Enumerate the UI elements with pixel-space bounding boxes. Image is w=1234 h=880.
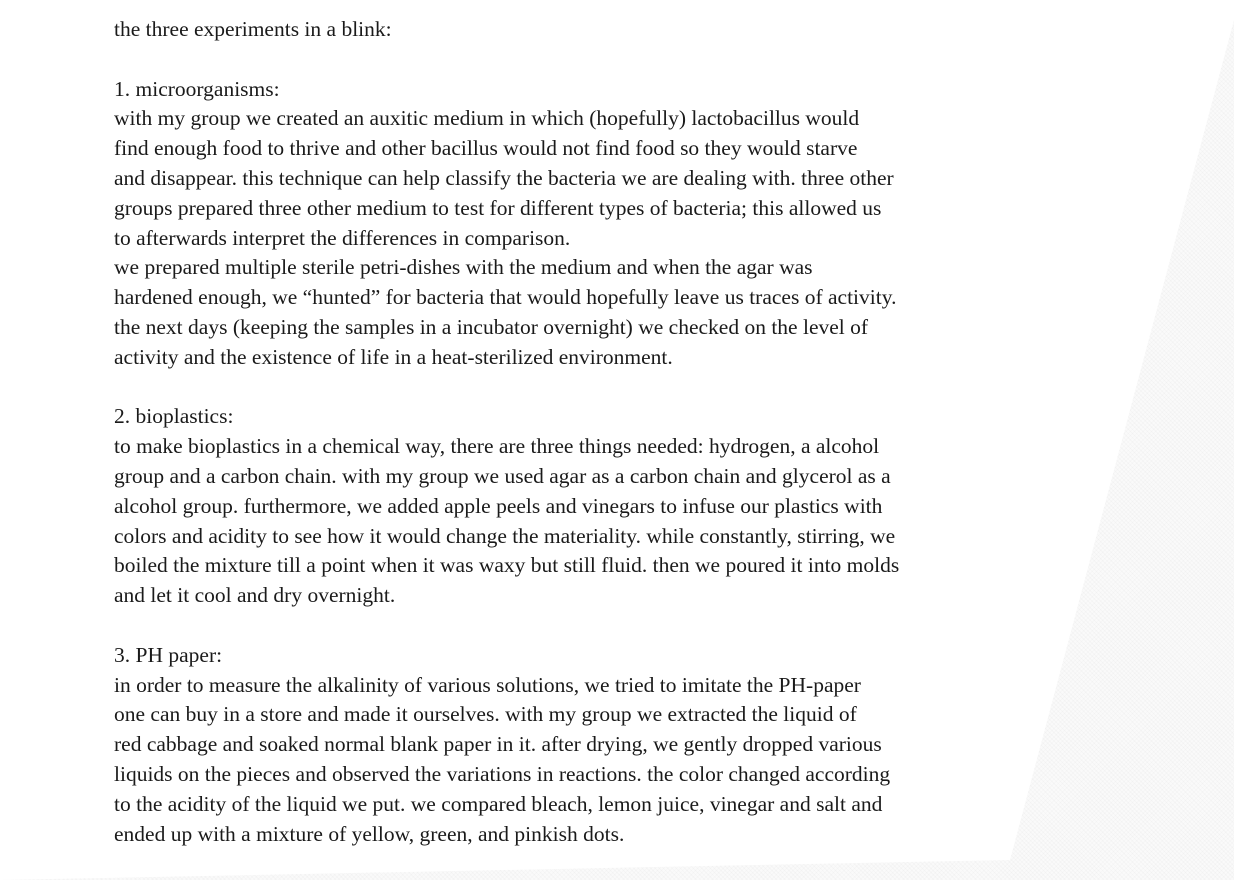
text-line: red cabbage and soaked normal blank paper in it. after drying, we gently dropped various xyxy=(114,732,882,757)
text-line: ended up with a mixture of yellow, green, and pinkish dots. xyxy=(114,821,625,846)
text-line: with my group we created an auxitic medium in which (hopefully) lactobacillus would xyxy=(114,106,860,131)
text-line: and disappear. this technique can help classify the bacteria we are dealing with. three other xyxy=(114,165,894,190)
section-heading: 1. microorganisms: xyxy=(114,76,280,101)
section-heading: 2. bioplastics: xyxy=(114,404,234,429)
intro-line: the three experiments in a blink: xyxy=(114,17,392,41)
text-line: the next days (keeping the samples in a incubator overnight) we checked on the level of xyxy=(114,314,869,339)
text-line: one can buy in a store and made it ourselves. with my group we extracted the liquid of xyxy=(114,702,857,727)
paragraph-gap xyxy=(114,45,1114,75)
document-text xyxy=(114,15,1114,849)
text-line: colors and acidity to see how it would change the materiality. while constantly, stirring, we xyxy=(114,523,896,548)
text-line: we prepared multiple sterile petri-dishes with the medium and when the agar was xyxy=(114,255,813,280)
text-line: alcohol group. furthermore, we added apple peels and vinegars to infuse our plastics with xyxy=(114,493,883,518)
paragraph-gap xyxy=(114,611,1114,641)
text-line: activity and the existence of life in a heat-sterilized environment. xyxy=(114,344,673,369)
text-line: and let it cool and dry overnight. xyxy=(114,583,396,608)
text-line: group and a carbon chain. with my group we used agar as a carbon chain and glycerol as a xyxy=(114,463,891,488)
paragraph-gap xyxy=(114,373,1114,403)
text-line: find enough food to thrive and other bacillus would not find food so they would starve xyxy=(114,136,858,161)
text-line: groups prepared three other medium to test for different types of bacteria; this allowed us xyxy=(114,195,882,220)
text-line: to afterwards interpret the differences in comparison. xyxy=(114,225,571,250)
text-line: boiled the mixture till a point when it was waxy but still fluid. then we poured it into molds xyxy=(114,553,900,578)
section-heading: 3. PH paper: xyxy=(114,642,223,667)
text-line: to make bioplastics in a chemical way, there are three things needed: hydrogen, a alcohol xyxy=(114,434,880,459)
text-line: hardened enough, we “hunted” for bacteria that would hopefully leave us traces of activity. xyxy=(114,285,897,310)
text-line: to the acidity of the liquid we put. we compared bleach, lemon juice, vinegar and salt and xyxy=(114,791,883,816)
text-line: liquids on the pieces and observed the variations in reactions. the color changed according xyxy=(114,761,891,786)
text-line: in order to measure the alkalinity of various solutions, we tried to imitate the PH-paper xyxy=(114,672,861,697)
